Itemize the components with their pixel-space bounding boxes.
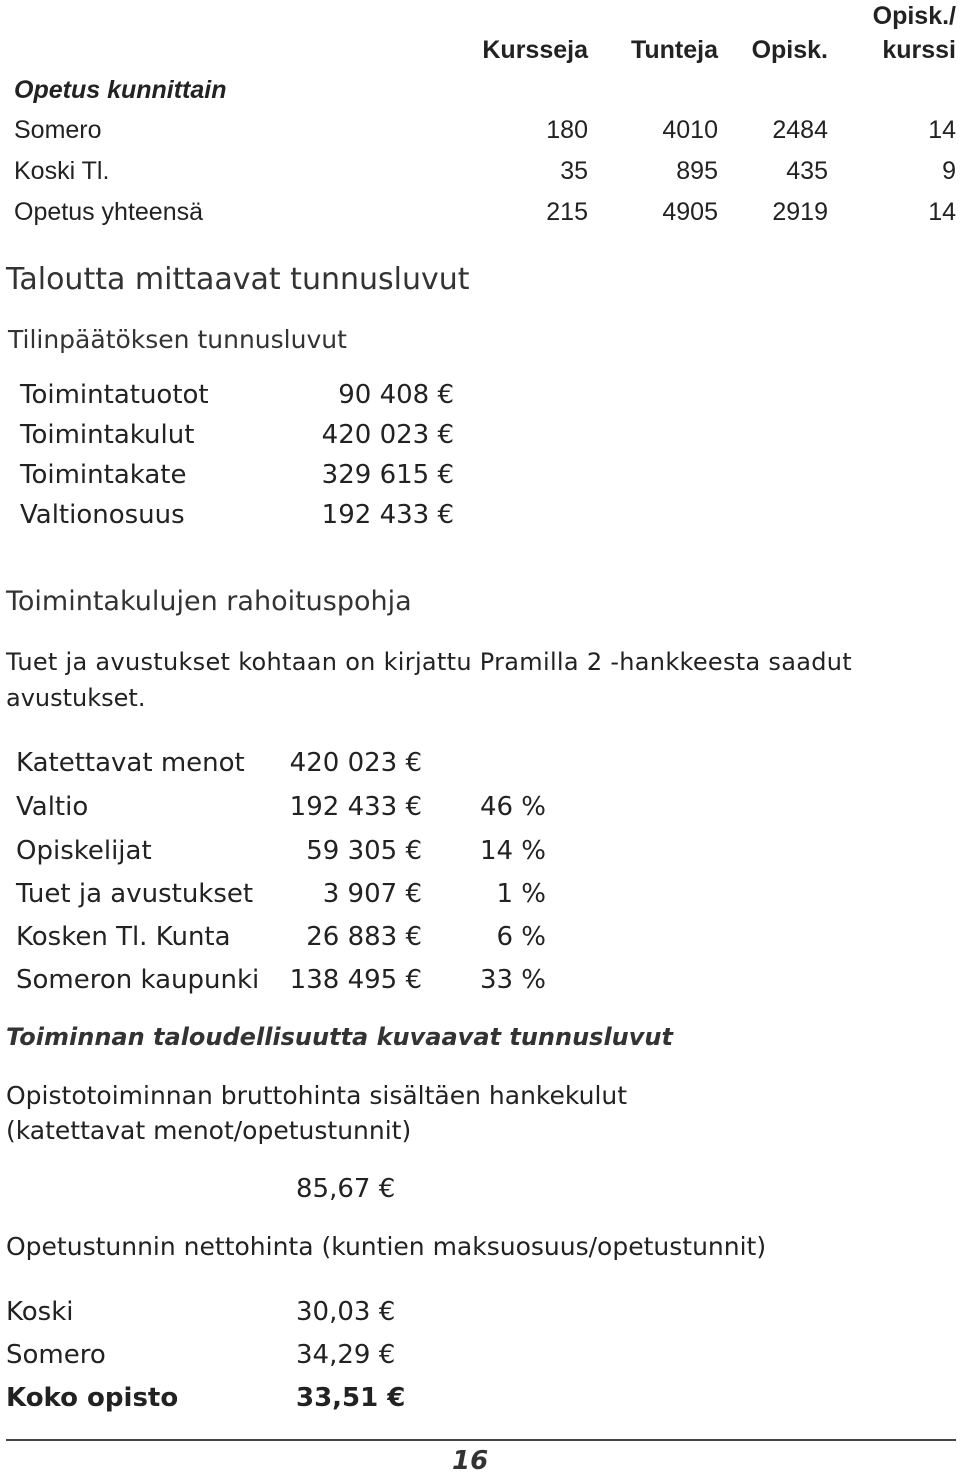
cell-per-kurssi: 9 — [942, 157, 956, 185]
economics-label: Valtionosuus — [20, 500, 185, 530]
row-name: Koski Tl. — [14, 157, 110, 185]
cell-per-kurssi: 14 — [928, 198, 956, 226]
funding-label: Katettavat menot — [16, 748, 245, 778]
economics-heading: Taloutta mittaavat tunnusluvut — [6, 262, 470, 297]
net-price-value: 30,03 € — [296, 1297, 396, 1327]
cell-opisk: 2484 — [772, 116, 828, 144]
net-price-municipality: Koko opisto — [6, 1383, 179, 1413]
net-price-municipality: Koski — [6, 1297, 74, 1327]
cell-kursseja: 180 — [546, 116, 588, 144]
economics-value: 192 433 € — [321, 500, 454, 530]
funding-percent: 14 % — [479, 836, 546, 866]
gross-price-value: 85,67 € — [296, 1174, 396, 1204]
funding-percent: 6 % — [496, 922, 546, 952]
gross-price-line2: (katettavat menot/opetustunnit) — [6, 1116, 412, 1145]
cell-kursseja: 215 — [546, 198, 588, 226]
cell-per-kurssi: 14 — [928, 116, 956, 144]
funding-value: 59 305 € — [306, 836, 422, 866]
funding-label: Kosken Tl. Kunta — [16, 922, 231, 952]
funding-label: Someron kaupunki — [16, 965, 260, 995]
header-opisk: Opisk. — [751, 36, 828, 64]
cell-tunteja: 4905 — [662, 198, 718, 226]
funding-value: 420 023 € — [289, 748, 422, 778]
net-price-value: 33,51 € — [296, 1383, 406, 1413]
economics-value: 329 615 € — [321, 460, 454, 490]
economics-label: Toimintakulut — [20, 420, 195, 450]
row-name: Somero — [14, 116, 102, 144]
funding-value: 138 495 € — [289, 965, 422, 995]
net-price-municipality: Somero — [6, 1340, 106, 1370]
cell-kursseja: 35 — [560, 157, 588, 185]
funding-label: Tuet ja avustukset — [16, 879, 254, 909]
cell-opisk: 435 — [786, 157, 828, 185]
funding-heading: Toimintakulujen rahoituspohja — [6, 586, 412, 617]
header-kursseja: Kursseja — [482, 36, 588, 64]
economics-value: 420 023 € — [321, 420, 454, 450]
header-opisk-per-kurssi-line1: Opisk./ — [872, 2, 956, 30]
funding-percent: 33 % — [479, 965, 546, 995]
header-opisk-per-kurssi-line2: kurssi — [882, 36, 956, 64]
row-name: Opetus yhteensä — [14, 198, 204, 226]
economics-value: 90 408 € — [338, 380, 454, 410]
funding-percent: 46 % — [479, 792, 546, 822]
efficiency-heading: Toiminnan taloudellisuutta kuvaavat tunnusluvut — [6, 1023, 673, 1051]
net-price-value: 34,29 € — [296, 1340, 396, 1370]
gross-price-line1: Opistotoiminnan bruttohinta sisältäen hankekulut — [6, 1081, 628, 1110]
funding-note-line1: Tuet ja avustukset kohtaan on kirjattu Pramilla 2 -hankkeesta saadut — [6, 648, 853, 676]
economics-subheading: Tilinpäätöksen tunnusluvut — [8, 325, 347, 354]
funding-label: Valtio — [16, 792, 89, 822]
net-price-label: Opetustunnin nettohinta (kuntien maksuosuus/opetustunnit) — [6, 1232, 767, 1261]
funding-note-line2: avustukset. — [6, 684, 146, 712]
cell-tunteja: 4010 — [662, 116, 718, 144]
funding-value: 26 883 € — [306, 922, 422, 952]
funding-label: Opiskelijat — [16, 836, 152, 866]
page-number: 16 — [452, 1446, 489, 1476]
cell-opisk: 2919 — [772, 198, 828, 226]
header-tunteja: Tunteja — [630, 36, 718, 64]
economics-label: Toimintatuotot — [20, 380, 209, 410]
funding-value: 192 433 € — [289, 792, 422, 822]
cell-tunteja: 895 — [676, 157, 718, 185]
section-label-opetus-kunnittain: Opetus kunnittain — [14, 76, 227, 104]
economics-label: Toimintakate — [20, 460, 187, 490]
funding-value: 3 907 € — [322, 879, 422, 909]
funding-percent: 1 % — [496, 879, 546, 909]
footer-rule — [6, 1439, 956, 1441]
